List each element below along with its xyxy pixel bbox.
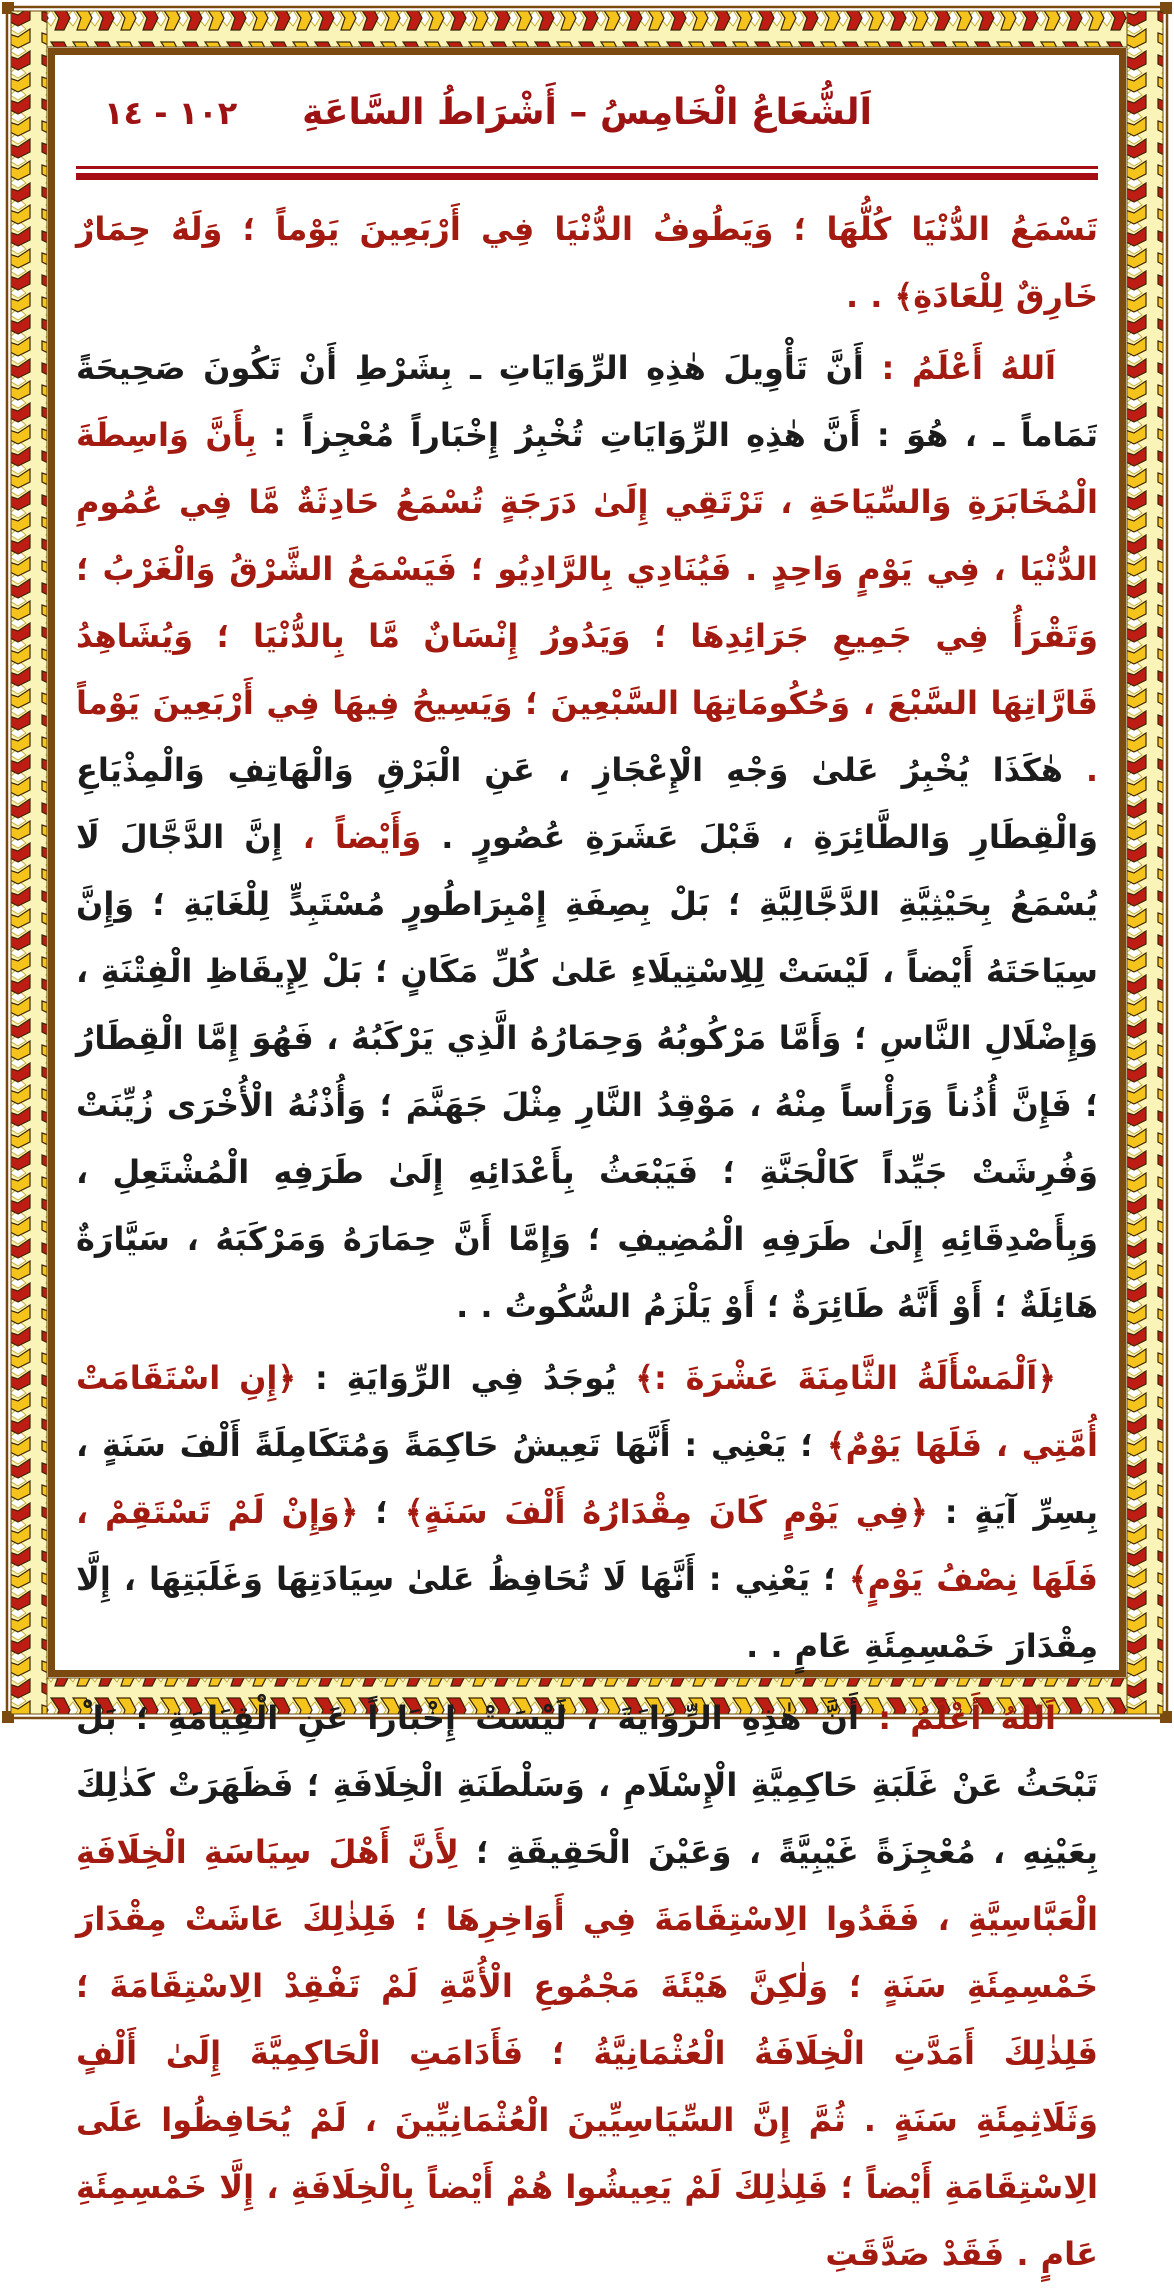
- highlighted-text: اَللهُ أَعْلَمُ :: [863, 349, 1057, 387]
- highlighted-text: تَسْمَعُ الدُّنْيَا كُلُّهَا ؛ وَيَطُوفُ الدُّنْيَا فِي أَرْبَعِينَ يَوْماً ؛ وَلَهُ حِمَارٌ خَارِقٌ لِلْعَادَةِ﴾ . .: [76, 210, 1098, 315]
- body-text-segment: ؛: [358, 1493, 405, 1531]
- body-text-segment: ؛ يَعْنِي : أَنَّهَا لَا تُحَافِظُ عَلىٰ سِيَادَتِهَا وَغَلَبَتِهَا ، إِلَّا مِقْدَارَ خَمْسِمِئَةِ عَامٍ . .: [76, 1560, 1098, 1665]
- highlighted-text: بِأَنَّ وَاسِطَةَ الْمُخَابَرَةِ وَالسِّيَاحَةِ ، تَرْتَقِي إِلَىٰ دَرَجَةٍ تُسْمَعُ حَادِثَةٌ مَّا فِي عُمُومِ الدُّنْيَا ، فِي يَوْمٍ وَاحِدٍ . فَيُنَادِي بِالرَّادِيُو ؛ فَيَسْمَعُ الشَّرْقُ وَالْغَرْبُ ؛ وَتَقْرَأُ فِي جَمِيعِ جَرَائِدِهَا ؛ وَيَدُورُ إِنْسَانٌ مَّا بِالدُّنْيَا ؛ وَيُشَاهِدُ قَارَّاتِهَا السَّبْعَ ، وَحُكُومَاتِهَا السَّبْعِينَ ؛ وَيَسِيحُ فِيهَا فِي أَرْبَعِينَ يَوْماً .: [76, 416, 1099, 789]
- page-content: [62, 60, 1112, 2273]
- page-title: اَلشُّعَاعُ الْخَامِسُ – أَشْرَاطُ السَّاعَةِ: [302, 92, 872, 133]
- page-number: ١٠٢ - ١٤: [104, 94, 238, 132]
- header-rule-thick-line: [76, 173, 1098, 180]
- body-text-segment: أَنَّ هٰذِهِ الرِّوَايَةَ ، لَيْسَتْ إِخْبَاراً عَنِ الْقِيَامَةِ ؛ بَلْ تَبْحَثُ عَنْ غَلَبَةِ حَاكِمِيَّةِ الْإِسْلَامِ ، وَسَلْطَنَةِ الْخِلَافَةِ ؛ فَظَهَرَتْ كَذٰلِكَ بِعَيْنِهِ ، مُعْجِزَةً غَيْبِيَّةً ، وَعَيْنَ الْحَقِيقَةِ ؛: [76, 1699, 1098, 1871]
- highlighted-text: ﴿وَإِنْ لَمْ تَسْتَقِمْ ، فَلَهَا نِصْفُ يَوْمٍ﴾: [76, 1493, 1099, 1598]
- paragraph: [76, 1685, 1098, 2288]
- body-text-segment: هٰكَذَا يُخْبِرُ عَلىٰ وَجْهِ الْإِعْجَازِ ، عَنِ الْبَرْقِ وَالْهَاتِفِ وَالْمِذْيَاعِ وَالْقِطَارِ وَالطَّائِرَةِ ، قَبْلَ عَشَرَةِ عُصُورٍ .: [76, 751, 1099, 856]
- paragraph: [76, 196, 1098, 330]
- paragraph: [76, 335, 1098, 1340]
- paragraph: [76, 1345, 1098, 1680]
- body-text-segment: يُوجَدُ فِي الرِّوَايَةِ :: [296, 1359, 617, 1397]
- highlighted-text: ﴿اَلْمَسْأَلَةُ الثَّامِنَةَ عَشْرَةَ :﴾: [616, 1359, 1057, 1397]
- highlighted-text: لِأَنَّ أَهْلَ سِيَاسَةِ الْخِلَافَةِ الْعَبَّاسِيَّةِ ، فَقَدُوا الِاسْتِقَامَةَ فِي أَوَاخِرِهَا ؛ فَلِذٰلِكَ عَاشَتْ مِقْدَارَ خَمْسِمِئَةِ سَنَةٍ ؛ وَلٰكِنَّ هَيْئَةَ مَجْمُوعِ الْأُمَّةِ لَمْ تَفْقِدْ الِاسْتِقَامَةَ ؛ فَلِذٰلِكَ أَمَدَّتِ الْخِلَافَةُ الْعُثْمَانِيَّةُ ؛ فَأَدَامَتِ الْحَاكِمِيَّةَ إِلَىٰ أَلْفٍ وَثَلَاثِمِئَةِ سَنَةٍ . ثُمَّ إِنَّ السِّيَاسِيِّينَ الْعُثْمَانِيِّينَ ، لَمْ يُحَافِظُوا عَلَى الِاسْتِقَامَةِ أَيْضاً ؛ فَلِذٰلِكَ لَمْ يَعِيشُوا هُمْ أَيْضاً بِالْخِلَافَةِ ، إِلَّا خَمْسِمِئَةِ عَامٍ . فَقَدْ صَدَّقَتِ: [76, 1833, 1098, 2273]
- highlighted-text: ﴿فِي يَوْمٍ كَانَ مِقْدَارُهُ أَلْفَ سَنَةٍ﴾: [404, 1493, 928, 1531]
- body-text: [76, 196, 1098, 2288]
- body-text-segment: إِنَّ الدَّجَّالَ لَا يُسْمَعُ بِحَيْثِيَّةِ الدَّجَّالِيَّةِ ؛ بَلْ بِصِفَةِ إِمْبِرَاطُورٍ مُسْتَبِدٍّ لِلْغَايَةِ ؛ وَإِنَّ سِيَاحَتَهُ أَيْضاً ، لَيْسَتْ لِلِاسْتِيلَاءِ عَلىٰ كُلِّ مَكَانٍ ؛ بَلْ لِإِيقَاظِ الْفِتْنَةِ ، وَإِضْلَالِ النَّاسِ ؛ وَأَمَّا مَرْكُوبُهُ وَحِمَارُهُ الَّذِي يَرْكَبُهُ ، فَهُوَ إِمَّا الْقِطَارُ ؛ فَإِنَّ أُذُناً وَرَأْساً مِنْهُ ، مَوْقِدُ النَّارِ مِثْلَ جَهَنَّمَ ؛ وَأُذْنُهُ الْأُخْرَى زُيِّنَتْ وَفُرِشَتْ جَيِّداً كَالْجَنَّةِ ؛ فَيَبْعَثُ بِأَعْدَائِهِ إِلَىٰ طَرَفِهِ الْمُشْتَعِلِ ، وَبِأَصْدِقَائِهِ إِلَىٰ طَرَفِهِ الْمُضِيفِ ؛ وَإِمَّا أَنَّ حِمَارَهُ وَمَرْكَبَهُ ، سَيَّارَةٌ هَائِلَةٌ ؛ أَوْ أَنَّهُ طَائِرَةٌ ؛ أَوْ يَلْزَمُ السُّكُوتُ . .: [76, 818, 1098, 1325]
- highlighted-text: وَأَيْضاً ،: [282, 818, 422, 856]
- highlighted-text: ﴿إِنِ اسْتَقَامَتْ أُمَّتِي ، فَلَهَا يَوْمٌ﴾: [76, 1359, 1099, 1464]
- body-text-segment: ؛ يَعْنِي : أَنَّهَا تَعِيشُ حَاكِمَةً وَمُتَكَامِلَةً أَلْفَ سَنَةٍ ، بِسِرِّ آيَةٍ :: [76, 1426, 1099, 1531]
- page-header: [76, 78, 1098, 156]
- body-text-segment: أَنَّ تَأْوِيلَ هٰذِهِ الرِّوَايَاتِ ـ بِشَرْطِ أَنْ تَكُونَ صَحِيحَةً تَمَاماً ـ ، هُوَ : أَنَّ هٰذِهِ الرِّوَايَاتِ تُخْبِرُ إِخْبَاراً مُعْجِزاً :: [76, 349, 1099, 454]
- header-rule: [76, 166, 1098, 180]
- highlighted-text: اَللهُ أَعْلَمُ :: [858, 1699, 1057, 1737]
